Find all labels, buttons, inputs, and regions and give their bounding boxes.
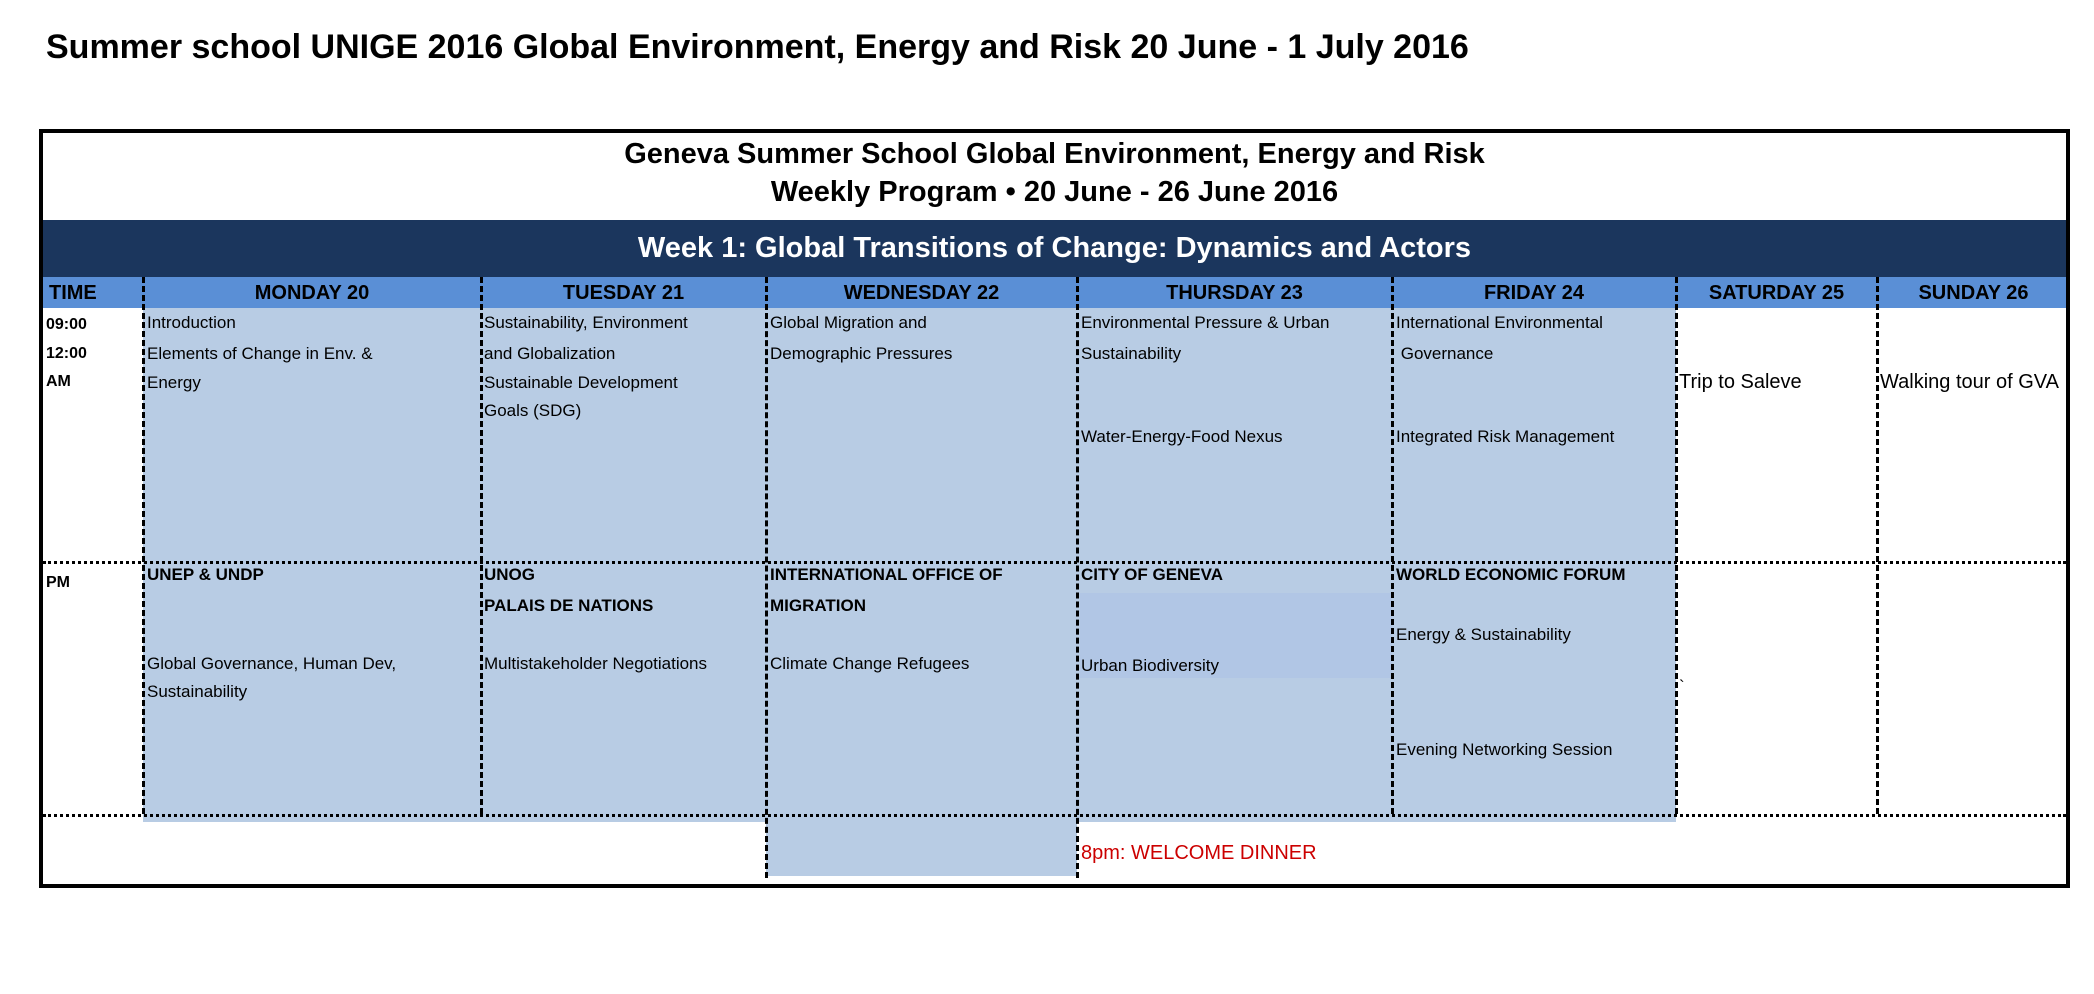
friday-pm-organization: WORLD ECONOMIC FORUM	[1396, 565, 1626, 584]
wednesday-pm-topic: Climate Change Refugees	[770, 654, 970, 673]
monday-am-line: Energy	[147, 373, 201, 392]
time-am-end: 12:00	[46, 345, 87, 362]
tuesday-am-line: and Globalization	[484, 344, 616, 363]
monday-pm-topic: Global Governance, Human Dev,	[147, 654, 397, 673]
header-tuesday: TUESDAY 21	[562, 282, 685, 304]
saturday-activity: Trip to Saleve	[1679, 371, 1802, 393]
column-divider	[142, 277, 145, 814]
friday-am-line: Integrated Risk Management	[1396, 427, 1615, 446]
tuesday-pm-organization: UNOG	[484, 565, 535, 584]
column-divider	[480, 277, 483, 814]
friday-am-line: International Environmental	[1396, 313, 1603, 332]
time-am-start: 09:00	[46, 316, 87, 333]
header-time: TIME	[49, 282, 97, 304]
header-saturday: SATURDAY 25	[1708, 282, 1845, 304]
header-thursday: THURSDAY 23	[1166, 282, 1303, 304]
program-title: Geneva Summer School Global Environment, Energy and Risk	[624, 138, 1485, 170]
column-divider	[1675, 277, 1678, 814]
time-am-label: AM	[46, 373, 71, 390]
time-pm-label: PM	[46, 574, 70, 591]
tuesday-am-line: Sustainability, Environment	[484, 313, 688, 332]
wednesday-am-line: Demographic Pressures	[770, 344, 953, 363]
wednesday-extended-shading	[766, 822, 1077, 876]
header-wednesday: WEDNESDAY 22	[843, 282, 1000, 304]
tuesday-am-line: Sustainable Development	[484, 373, 678, 392]
tuesday-pm-topic: Multistakeholder Negotiations	[484, 654, 708, 673]
thursday-am-line: Water-Energy-Food Nexus	[1081, 427, 1283, 446]
column-divider	[1391, 277, 1394, 814]
header-monday: MONDAY 20	[254, 282, 370, 304]
thursday-am-line: Sustainability	[1081, 344, 1182, 363]
thursday-am-line: Environmental Pressure & Urban	[1081, 313, 1330, 332]
saturday-pm-mark: `	[1679, 677, 1685, 696]
friday-evening-session: Evening Networking Session	[1396, 740, 1613, 759]
monday-am-line: Introduction	[147, 313, 236, 332]
welcome-dinner: 8pm: WELCOME DINNER	[1081, 842, 1317, 864]
monday-pm-topic: Sustainability	[147, 682, 248, 701]
header-sunday: SUNDAY 26	[1918, 282, 2029, 304]
thursday-pm-organization: CITY OF GENEVA	[1081, 565, 1224, 584]
program-dates: Weekly Program • 20 June - 26 June 2016	[770, 176, 1339, 208]
monday-pm-organization: UNEP & UNDP	[147, 565, 264, 584]
column-divider	[1876, 277, 1879, 814]
friday-am-line: Governance	[1396, 344, 1494, 363]
wednesday-pm-organization: INTERNATIONAL OFFICE OF	[770, 565, 1003, 584]
header-friday: FRIDAY 24	[1483, 282, 1585, 304]
weekly-program-table	[39, 129, 2070, 888]
column-divider	[1076, 277, 1079, 878]
thursday-pm-topic: Urban Biodiversity	[1081, 656, 1219, 675]
week-banner: Week 1: Global Transitions of Change: Dynamics and Actors	[43, 220, 2066, 277]
wednesday-am-line: Global Migration and	[770, 313, 927, 332]
friday-pm-topic: Energy & Sustainability	[1396, 625, 1571, 644]
column-divider	[765, 277, 768, 878]
tuesday-pm-organization: PALAIS DE NATIONS	[484, 596, 654, 615]
sunday-activity: Walking tour of GVA	[1880, 371, 2059, 393]
monday-am-line: Elements of Change in Env. &	[147, 344, 373, 363]
pm-evening-divider	[43, 814, 2066, 817]
wednesday-pm-organization: MIGRATION	[770, 596, 867, 615]
am-pm-divider	[43, 561, 2066, 564]
document-title: Summer school UNIGE 2016 Global Environment, Energy and Risk 20 June - 1 July 2016	[46, 28, 1469, 66]
tuesday-am-line: Goals (SDG)	[484, 401, 582, 420]
